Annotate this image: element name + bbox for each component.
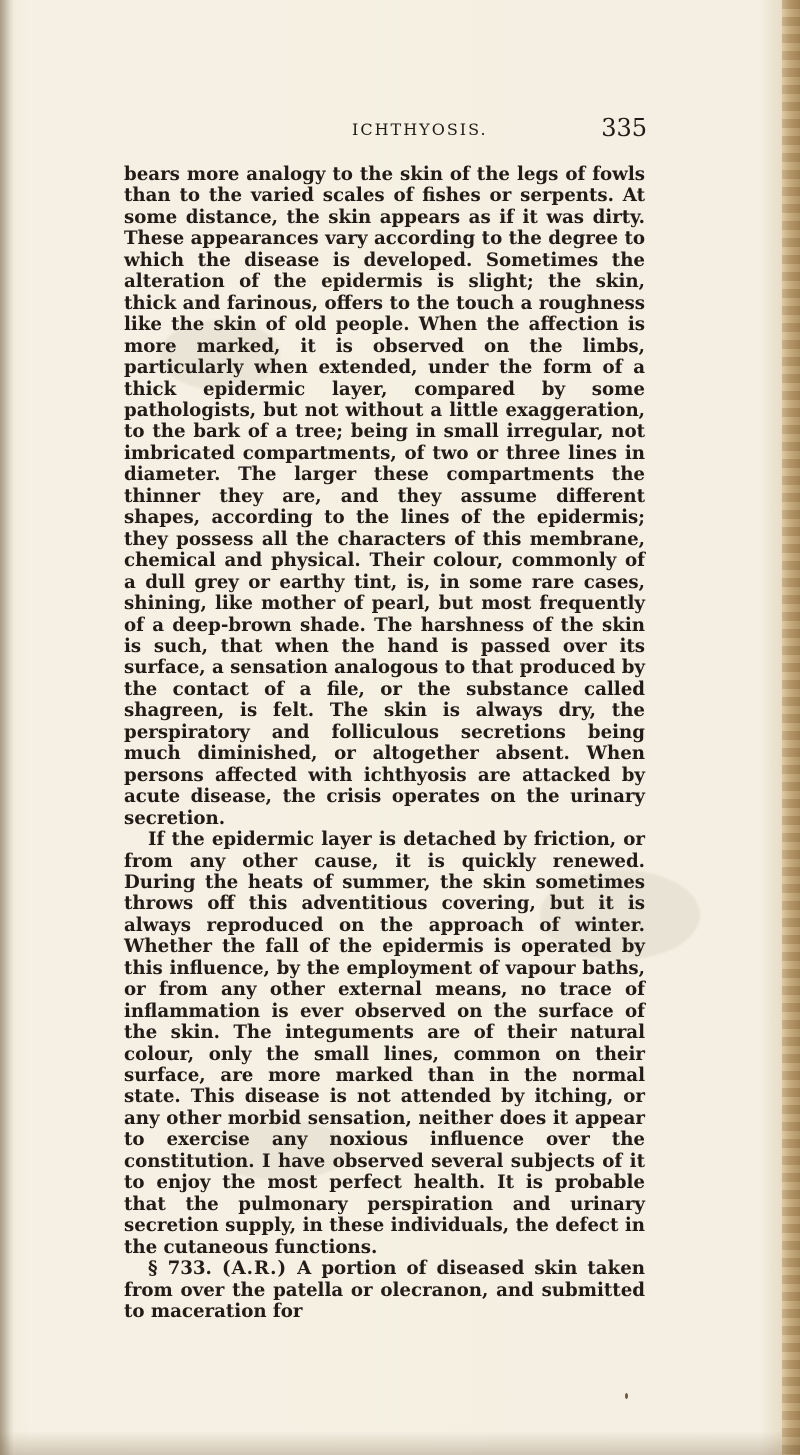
page-number: 335 [601, 114, 647, 142]
ink-mark [625, 1393, 628, 1399]
body-paragraph-3 [124, 1258, 645, 1322]
section-abbrev: (A.R.) [221, 1258, 288, 1280]
body-paragraph-1: bears more analogy to the skin of the legs of fowls than to the varied scales of fishes or serpents. At some distance, the skin appears as if it was dirty. These appearances vary according to the degree to which the disease is developed. Sometimes the alteration of the epidermis is slight; the skin, thick and farinous, offers to the touch a roughness like the skin of old people. When the affection is more marked, it is observed on the limbs, particularly when extended, under the form of a thick epidermic layer, compared by some pathologists, but not without a little exaggeration, to the bark of a tree; being in small irregular, not imbricated compartments, of two or three lines in diameter. The larger these compartments the thinner they are, and they assume different shapes, according to the lines of the epidermis; they possess all the characters of this membrane, chemical and physical. Their colour, commonly of a dull grey or earthy tint, is, in some rare cases, shining, like mother of pearl, but most frequently of a deep-brown shade. The harshness of the skin is such, that when the hand is passed over its surface, a sensation analogous to that produced by the contact of a file, or the substance called shagreen, is felt. The skin is always dry, the perspiratory and folliculous secretions being much diminished, or altogether absent. When persons affected with ichthyosis are attacked by acute disease, the crisis operates on the urinary secretion. [124, 164, 645, 829]
page-text [124, 164, 645, 1322]
bottom-page-shadow [0, 1431, 800, 1455]
section-mark: § 733. [148, 1258, 212, 1280]
running-head: ICHTHYOSIS. [352, 120, 488, 139]
paragraph-3-text: A portion of diseased skin taken from over the patella or olecranon, and submitted to maceration for [124, 1258, 645, 1323]
body-paragraph-2: If the epidermic layer is detached by friction, or from any other cause, it is quickly renewed. During the heats of summer, the skin sometimes throws off this adventitious covering, but it is always reproduced on the approach of winter. Whether the fall of the epidermis is operated by this influence, by the employment of vapour baths, or from any other external means, no trace of inflammation is ever observed on the surface of the skin. The integuments are of their natural colour, only the small lines, common on their surface, are more marked than in the normal state. This disease is not attended by itching, or any other morbid sensation, neither does it appear to exercise any noxious influence over the constitution. I have observed several subjects of it to enjoy the most perfect health. It is probable that the pulmonary perspiration and urinary secretion supply, in these individuals, the defect in the cutaneous functions. [124, 829, 645, 1258]
page-header [257, 114, 647, 160]
left-page-shadow [0, 0, 14, 1455]
right-page-edge [782, 0, 800, 1455]
